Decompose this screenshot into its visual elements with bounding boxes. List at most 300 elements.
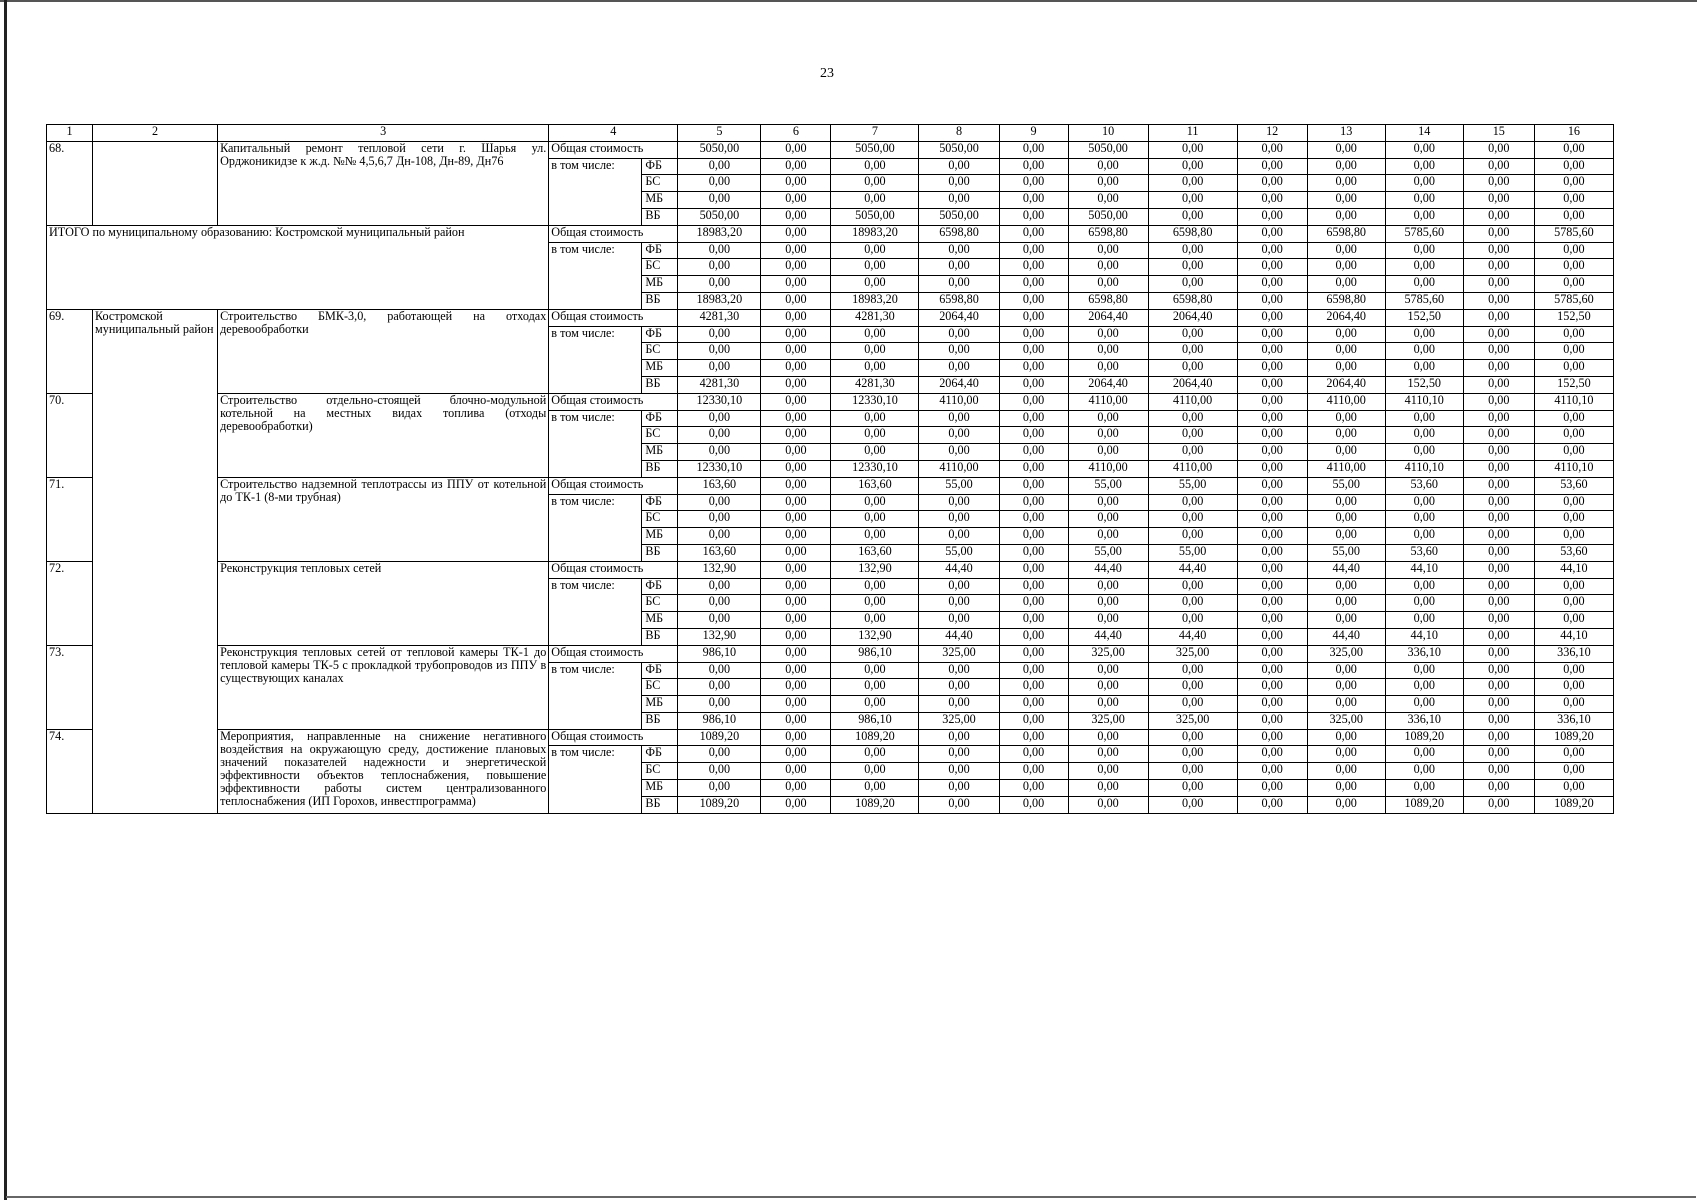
value-cell: 0,00 [999, 292, 1068, 309]
value-cell: 986,10 [678, 712, 761, 729]
value-cell: 0,00 [1385, 780, 1463, 797]
value-cell: 986,10 [678, 645, 761, 662]
value-cell: 0,00 [1385, 427, 1463, 444]
funding-source: ВБ [642, 796, 678, 813]
value-cell: 0,00 [919, 326, 999, 343]
value-cell: 0,00 [761, 410, 831, 427]
value-cell: 0,00 [919, 780, 999, 797]
value-cell: 0,00 [678, 679, 761, 696]
value-cell: 6598,80 [1307, 225, 1385, 242]
value-cell: 0,00 [1237, 746, 1307, 763]
value-cell: 0,00 [1307, 729, 1385, 746]
value-cell: 0,00 [1463, 511, 1534, 528]
value-cell: 5050,00 [831, 141, 919, 158]
value-cell: 0,00 [999, 460, 1068, 477]
value-cell: 0,00 [831, 763, 919, 780]
value-cell: 0,00 [1307, 763, 1385, 780]
value-cell: 55,00 [919, 544, 999, 561]
value-cell: 0,00 [1148, 612, 1237, 629]
value-cell: 0,00 [1385, 578, 1463, 595]
total-cost-label: Общая стоимость [549, 645, 678, 662]
value-cell: 0,00 [999, 276, 1068, 293]
value-cell: 0,00 [678, 780, 761, 797]
project-description: Строительство БМК-3,0, работающей на отходах деревообработки [218, 309, 549, 393]
value-cell: 132,90 [678, 561, 761, 578]
value-cell: 0,00 [1068, 729, 1148, 746]
value-cell: 0,00 [1148, 729, 1237, 746]
value-cell: 44,40 [1068, 628, 1148, 645]
value-cell: 2064,40 [1307, 309, 1385, 326]
value-cell: 0,00 [919, 494, 999, 511]
value-cell: 336,10 [1385, 712, 1463, 729]
value-cell: 5785,60 [1385, 292, 1463, 309]
total-cost-label: Общая стоимость [549, 141, 678, 158]
value-cell: 44,10 [1534, 628, 1613, 645]
value-cell: 0,00 [1148, 595, 1237, 612]
value-cell: 0,00 [761, 427, 831, 444]
value-cell: 0,00 [1534, 141, 1613, 158]
value-cell: 152,50 [1385, 376, 1463, 393]
value-cell: 0,00 [678, 175, 761, 192]
value-cell: 0,00 [1068, 360, 1148, 377]
value-cell: 0,00 [1385, 679, 1463, 696]
value-cell: 0,00 [761, 511, 831, 528]
value-cell: 0,00 [1148, 208, 1237, 225]
value-cell: 0,00 [761, 242, 831, 259]
value-cell: 0,00 [1463, 225, 1534, 242]
value-cell: 2064,40 [1068, 309, 1148, 326]
value-cell: 4110,00 [1148, 393, 1237, 410]
value-cell: 336,10 [1534, 712, 1613, 729]
value-cell: 1089,20 [1534, 796, 1613, 813]
funding-source: ФБ [642, 158, 678, 175]
value-cell: 0,00 [1148, 343, 1237, 360]
value-cell: 12330,10 [831, 460, 919, 477]
value-cell: 0,00 [1068, 578, 1148, 595]
value-cell: 0,00 [1237, 141, 1307, 158]
value-cell: 6598,80 [1148, 225, 1237, 242]
value-cell: 0,00 [678, 343, 761, 360]
value-cell: 0,00 [1307, 511, 1385, 528]
value-cell: 0,00 [1463, 696, 1534, 713]
value-cell: 0,00 [1463, 141, 1534, 158]
total-cost-label: Общая стоимость [549, 225, 678, 242]
item-number: 71. [47, 477, 93, 561]
value-cell: 0,00 [1463, 427, 1534, 444]
value-cell: 12330,10 [678, 393, 761, 410]
funding-source: ФБ [642, 326, 678, 343]
value-cell: 55,00 [1148, 544, 1237, 561]
value-cell: 5785,60 [1534, 225, 1613, 242]
value-cell: 0,00 [1148, 326, 1237, 343]
value-cell: 0,00 [1237, 528, 1307, 545]
including-label: в том числе: [549, 158, 642, 225]
value-cell: 0,00 [1534, 410, 1613, 427]
value-cell: 0,00 [1463, 780, 1534, 797]
value-cell: 4110,10 [1385, 393, 1463, 410]
value-cell: 0,00 [1307, 746, 1385, 763]
value-cell: 0,00 [1237, 292, 1307, 309]
value-cell: 0,00 [1534, 343, 1613, 360]
value-cell: 0,00 [999, 410, 1068, 427]
value-cell: 0,00 [999, 343, 1068, 360]
header-cell: 14 [1385, 125, 1463, 142]
value-cell: 0,00 [1237, 208, 1307, 225]
value-cell: 0,00 [761, 360, 831, 377]
value-cell: 0,00 [1534, 528, 1613, 545]
value-cell: 0,00 [999, 494, 1068, 511]
value-cell: 0,00 [1463, 528, 1534, 545]
header-cell: 9 [999, 125, 1068, 142]
header-cell: 1 [47, 125, 93, 142]
value-cell: 4281,30 [678, 309, 761, 326]
value-cell: 0,00 [761, 141, 831, 158]
value-cell: 0,00 [1463, 612, 1534, 629]
value-cell: 0,00 [1148, 360, 1237, 377]
value-cell: 5050,00 [919, 141, 999, 158]
total-cost-label: Общая стоимость [549, 477, 678, 494]
value-cell: 55,00 [1307, 477, 1385, 494]
value-cell: 0,00 [1385, 746, 1463, 763]
value-cell: 0,00 [831, 612, 919, 629]
value-cell: 0,00 [678, 242, 761, 259]
value-cell: 2064,40 [919, 376, 999, 393]
value-cell: 0,00 [1148, 511, 1237, 528]
value-cell: 0,00 [1068, 242, 1148, 259]
funding-source: БС [642, 259, 678, 276]
value-cell: 0,00 [761, 477, 831, 494]
value-cell: 986,10 [831, 712, 919, 729]
header-cell: 2 [93, 125, 218, 142]
funding-source: ФБ [642, 662, 678, 679]
value-cell: 0,00 [1463, 175, 1534, 192]
value-cell: 0,00 [831, 780, 919, 797]
item-number: 70. [47, 393, 93, 477]
funding-source: БС [642, 343, 678, 360]
value-cell: 0,00 [678, 696, 761, 713]
value-cell: 44,10 [1534, 561, 1613, 578]
value-cell: 0,00 [999, 192, 1068, 209]
value-cell: 0,00 [1463, 595, 1534, 612]
header-cell: 7 [831, 125, 919, 142]
value-cell: 0,00 [1307, 276, 1385, 293]
value-cell: 0,00 [999, 444, 1068, 461]
total-cost-label: Общая стоимость [549, 729, 678, 746]
value-cell: 0,00 [1068, 410, 1148, 427]
value-cell: 0,00 [831, 360, 919, 377]
value-cell: 0,00 [761, 444, 831, 461]
value-cell: 0,00 [1307, 360, 1385, 377]
value-cell: 0,00 [1534, 780, 1613, 797]
value-cell: 0,00 [1237, 175, 1307, 192]
value-cell: 132,90 [831, 628, 919, 645]
including-label: в том числе: [549, 746, 642, 813]
value-cell: 0,00 [919, 175, 999, 192]
value-cell: 0,00 [831, 696, 919, 713]
value-cell: 0,00 [1307, 175, 1385, 192]
value-cell: 0,00 [678, 326, 761, 343]
value-cell: 0,00 [999, 326, 1068, 343]
value-cell: 0,00 [678, 192, 761, 209]
value-cell: 0,00 [761, 612, 831, 629]
header-cell: 10 [1068, 125, 1148, 142]
funding-source: ВБ [642, 628, 678, 645]
value-cell: 0,00 [919, 578, 999, 595]
value-cell: 325,00 [1068, 712, 1148, 729]
value-cell: 0,00 [1148, 696, 1237, 713]
value-cell: 0,00 [1385, 511, 1463, 528]
value-cell: 0,00 [678, 158, 761, 175]
value-cell: 132,90 [678, 628, 761, 645]
value-cell: 0,00 [1237, 712, 1307, 729]
value-cell: 1089,20 [678, 729, 761, 746]
value-cell: 55,00 [1307, 544, 1385, 561]
value-cell: 1089,20 [1534, 729, 1613, 746]
value-cell: 0,00 [919, 746, 999, 763]
page-border-left [4, 0, 7, 1200]
value-cell: 0,00 [999, 696, 1068, 713]
table-row [47, 477, 1614, 494]
value-cell: 0,00 [1385, 763, 1463, 780]
value-cell: 0,00 [999, 175, 1068, 192]
value-cell: 44,40 [1307, 561, 1385, 578]
funding-source: ФБ [642, 578, 678, 595]
value-cell: 5050,00 [919, 208, 999, 225]
value-cell: 0,00 [761, 208, 831, 225]
value-cell: 0,00 [1463, 259, 1534, 276]
table-row [47, 309, 1614, 326]
value-cell: 4110,10 [1534, 393, 1613, 410]
value-cell: 0,00 [1237, 393, 1307, 410]
value-cell: 0,00 [919, 158, 999, 175]
total-cost-label: Общая стоимость [549, 393, 678, 410]
value-cell: 0,00 [761, 729, 831, 746]
header-cell: 15 [1463, 125, 1534, 142]
value-cell: 163,60 [831, 477, 919, 494]
value-cell: 2064,40 [1148, 309, 1237, 326]
value-cell: 152,50 [1534, 309, 1613, 326]
value-cell: 0,00 [1463, 309, 1534, 326]
value-cell: 0,00 [1237, 225, 1307, 242]
value-cell: 0,00 [1534, 208, 1613, 225]
value-cell: 0,00 [1307, 494, 1385, 511]
value-cell: 0,00 [1237, 561, 1307, 578]
value-cell: 0,00 [831, 494, 919, 511]
value-cell: 0,00 [1385, 360, 1463, 377]
value-cell: 0,00 [1237, 780, 1307, 797]
value-cell: 0,00 [761, 662, 831, 679]
funding-source: МБ [642, 444, 678, 461]
value-cell: 1089,20 [831, 729, 919, 746]
table-body [47, 141, 1614, 813]
value-cell: 0,00 [1534, 511, 1613, 528]
header-cell: 12 [1237, 125, 1307, 142]
value-cell: 0,00 [1148, 763, 1237, 780]
value-cell: 0,00 [1307, 612, 1385, 629]
value-cell: 0,00 [1385, 494, 1463, 511]
value-cell: 0,00 [678, 276, 761, 293]
value-cell: 0,00 [999, 544, 1068, 561]
value-cell: 6598,80 [1068, 292, 1148, 309]
value-cell: 0,00 [919, 444, 999, 461]
value-cell: 0,00 [831, 746, 919, 763]
value-cell: 0,00 [999, 679, 1068, 696]
value-cell: 0,00 [1385, 175, 1463, 192]
value-cell: 0,00 [919, 595, 999, 612]
value-cell: 0,00 [919, 276, 999, 293]
value-cell: 0,00 [1237, 679, 1307, 696]
value-cell: 0,00 [1534, 612, 1613, 629]
value-cell: 0,00 [678, 444, 761, 461]
value-cell: 0,00 [919, 696, 999, 713]
funding-source: ФБ [642, 242, 678, 259]
value-cell: 5050,00 [1068, 208, 1148, 225]
value-cell: 0,00 [1534, 444, 1613, 461]
value-cell: 0,00 [1385, 612, 1463, 629]
value-cell: 4281,30 [831, 309, 919, 326]
value-cell: 132,90 [831, 561, 919, 578]
value-cell: 0,00 [831, 528, 919, 545]
value-cell: 0,00 [761, 460, 831, 477]
value-cell: 0,00 [1068, 662, 1148, 679]
value-cell: 44,10 [1385, 561, 1463, 578]
value-cell: 0,00 [1534, 192, 1613, 209]
value-cell: 0,00 [999, 242, 1068, 259]
value-cell: 0,00 [1463, 544, 1534, 561]
header-cell: 8 [919, 125, 999, 142]
value-cell: 0,00 [678, 259, 761, 276]
funding-source: МБ [642, 192, 678, 209]
value-cell: 0,00 [761, 595, 831, 612]
value-cell: 0,00 [1068, 796, 1148, 813]
project-description: Реконструкция тепловых сетей от тепловой камеры ТК-1 до тепловой камеры ТК-5 с прокладкой трубопроводов из ППУ в существующих каналах [218, 645, 549, 729]
value-cell: 2064,40 [919, 309, 999, 326]
value-cell: 0,00 [1148, 746, 1237, 763]
value-cell: 0,00 [1068, 427, 1148, 444]
value-cell: 0,00 [1307, 595, 1385, 612]
value-cell: 152,50 [1534, 376, 1613, 393]
value-cell: 0,00 [761, 292, 831, 309]
value-cell: 0,00 [1237, 192, 1307, 209]
value-cell: 0,00 [1534, 158, 1613, 175]
value-cell: 0,00 [1534, 259, 1613, 276]
including-label: в том числе: [549, 410, 642, 477]
value-cell: 0,00 [919, 511, 999, 528]
value-cell: 5785,60 [1534, 292, 1613, 309]
value-cell: 4110,00 [919, 393, 999, 410]
value-cell: 0,00 [1534, 276, 1613, 293]
value-cell: 2064,40 [1148, 376, 1237, 393]
value-cell: 0,00 [1463, 360, 1534, 377]
value-cell: 0,00 [1237, 544, 1307, 561]
value-cell: 0,00 [1068, 679, 1148, 696]
value-cell: 0,00 [1385, 326, 1463, 343]
value-cell: 0,00 [1307, 259, 1385, 276]
value-cell: 0,00 [999, 477, 1068, 494]
district-name [93, 141, 218, 225]
district-name: Костромской муниципальный район [93, 309, 218, 813]
value-cell: 0,00 [831, 326, 919, 343]
value-cell: 0,00 [1463, 343, 1534, 360]
value-cell: 0,00 [1237, 242, 1307, 259]
value-cell: 0,00 [761, 528, 831, 545]
value-cell: 0,00 [678, 763, 761, 780]
value-cell: 5785,60 [1385, 225, 1463, 242]
value-cell: 0,00 [1307, 158, 1385, 175]
value-cell: 0,00 [1237, 595, 1307, 612]
value-cell: 0,00 [1068, 259, 1148, 276]
value-cell: 0,00 [1463, 561, 1534, 578]
value-cell: 163,60 [678, 544, 761, 561]
value-cell: 0,00 [1068, 276, 1148, 293]
table-row [47, 141, 1614, 158]
value-cell: 44,40 [1148, 628, 1237, 645]
funding-source: БС [642, 679, 678, 696]
value-cell: 0,00 [1385, 343, 1463, 360]
header-cell: 11 [1148, 125, 1237, 142]
value-cell: 4110,10 [1534, 460, 1613, 477]
value-cell: 0,00 [999, 612, 1068, 629]
value-cell: 18983,20 [678, 225, 761, 242]
value-cell: 0,00 [1237, 729, 1307, 746]
value-cell: 0,00 [761, 158, 831, 175]
project-description: Строительство отдельно-стоящей блочно-модульной котельной на местных видах топлива (отходы деревообработки) [218, 393, 549, 477]
value-cell: 0,00 [1237, 628, 1307, 645]
value-cell: 53,60 [1385, 544, 1463, 561]
value-cell: 0,00 [919, 763, 999, 780]
value-cell: 0,00 [1237, 376, 1307, 393]
value-cell: 44,40 [919, 628, 999, 645]
value-cell: 325,00 [919, 645, 999, 662]
value-cell: 0,00 [999, 208, 1068, 225]
value-cell: 0,00 [999, 225, 1068, 242]
value-cell: 0,00 [1237, 410, 1307, 427]
value-cell: 0,00 [1534, 595, 1613, 612]
value-cell: 325,00 [1148, 645, 1237, 662]
value-cell: 0,00 [999, 561, 1068, 578]
value-cell: 12330,10 [831, 393, 919, 410]
value-cell: 0,00 [1148, 427, 1237, 444]
page-border-top [0, 0, 1697, 2]
value-cell: 0,00 [1068, 746, 1148, 763]
value-cell: 0,00 [1068, 158, 1148, 175]
value-cell: 0,00 [999, 141, 1068, 158]
value-cell: 163,60 [831, 544, 919, 561]
value-cell: 0,00 [1307, 528, 1385, 545]
value-cell: 0,00 [1534, 679, 1613, 696]
table-row [47, 393, 1614, 410]
value-cell: 0,00 [761, 645, 831, 662]
value-cell: 0,00 [1463, 662, 1534, 679]
value-cell: 4110,00 [1307, 460, 1385, 477]
header-cell: 6 [761, 125, 831, 142]
funding-source: МБ [642, 612, 678, 629]
value-cell: 0,00 [1068, 528, 1148, 545]
value-cell: 0,00 [1534, 746, 1613, 763]
value-cell: 0,00 [999, 729, 1068, 746]
value-cell: 0,00 [761, 544, 831, 561]
value-cell: 1089,20 [1385, 796, 1463, 813]
value-cell: 0,00 [1307, 141, 1385, 158]
value-cell: 0,00 [761, 796, 831, 813]
value-cell: 0,00 [1534, 494, 1613, 511]
header-cell: 13 [1307, 125, 1385, 142]
value-cell: 44,40 [1068, 561, 1148, 578]
value-cell: 0,00 [1237, 259, 1307, 276]
value-cell: 0,00 [1463, 410, 1534, 427]
value-cell: 0,00 [678, 746, 761, 763]
value-cell: 0,00 [831, 192, 919, 209]
